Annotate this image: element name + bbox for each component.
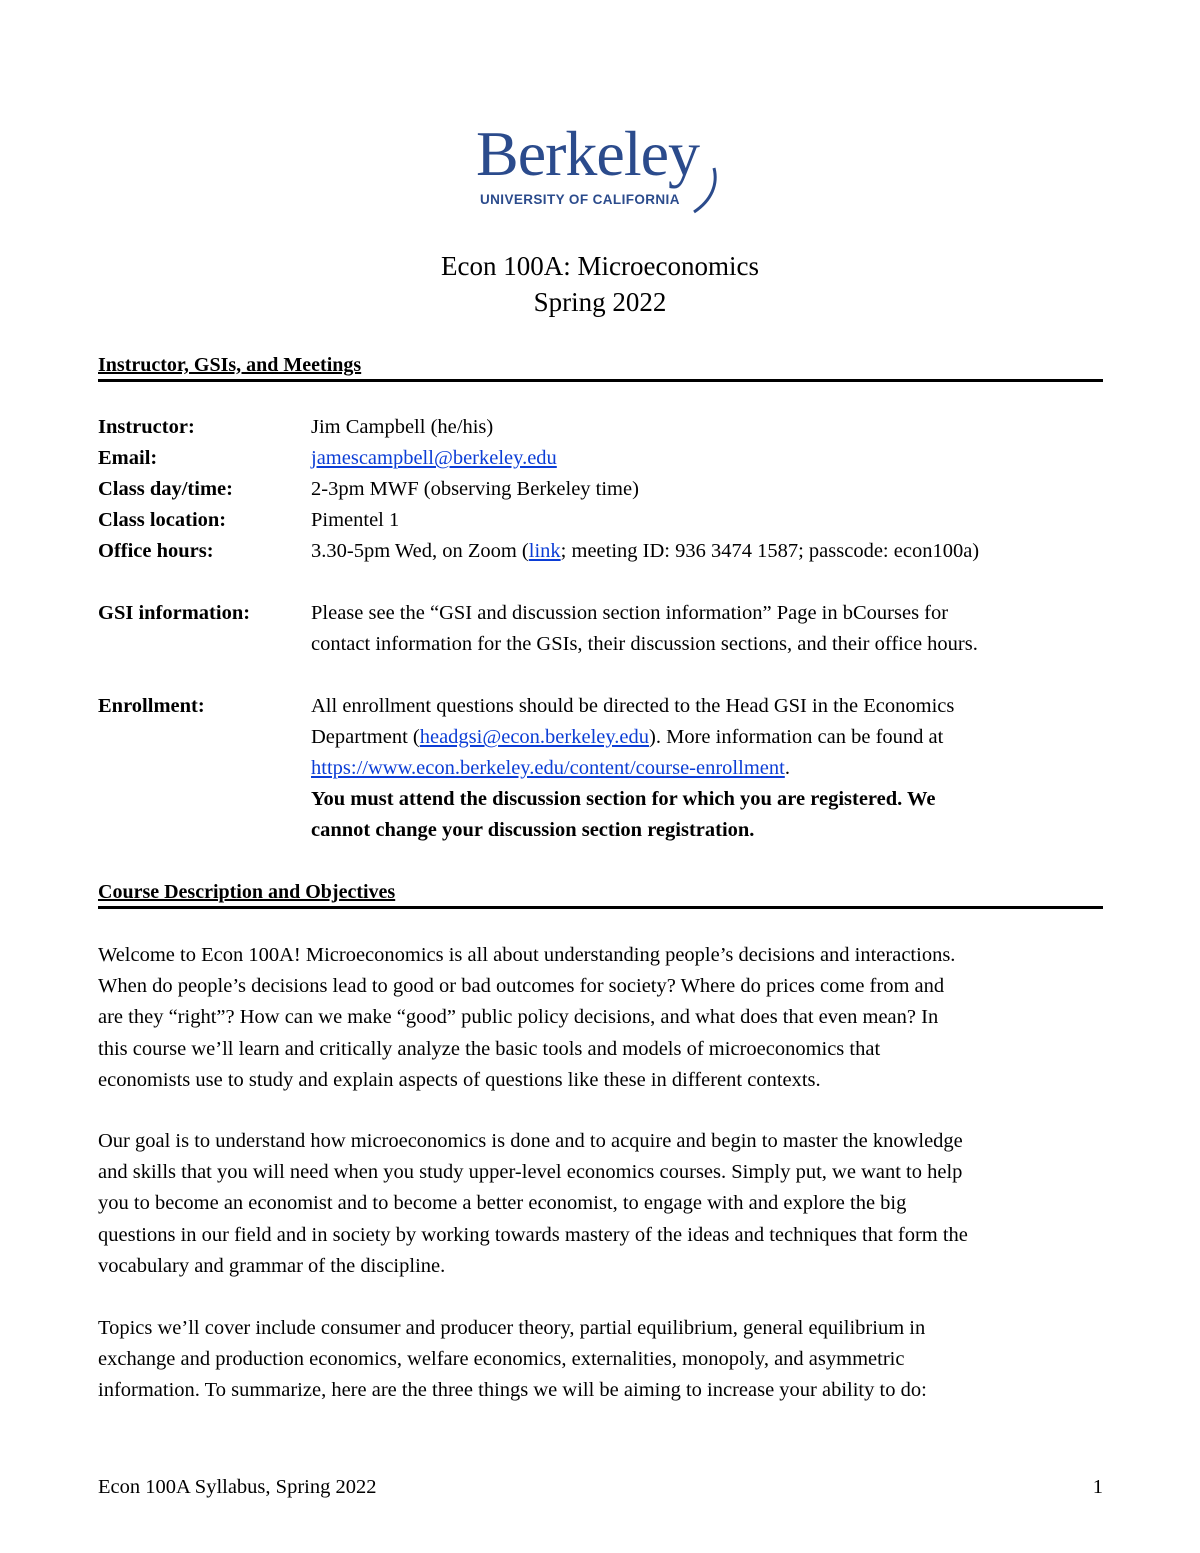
class-time-label: Class day/time: bbox=[98, 478, 233, 500]
email-link[interactable]: jamescampbell@berkeley.edu bbox=[311, 447, 557, 469]
paragraph-line: exchange and production economics, welfare economics, externalities, monopoly, and asymmetric bbox=[98, 1348, 905, 1371]
office-hours-suffix: ; meeting ID: 936 3474 1587; passcode: econ100a) bbox=[560, 540, 980, 562]
paragraph-line: Topics we’ll cover include consumer and producer theory, partial equilibrium, general equilibrium in bbox=[98, 1317, 926, 1339]
email-label: Email: bbox=[98, 447, 158, 469]
section-heading-text: Course Description and Objectives bbox=[98, 881, 396, 903]
page-footer bbox=[98, 1475, 1103, 1499]
enrollment-url-suffix: . bbox=[784, 757, 790, 779]
paragraph-line: Welcome to Econ 100A! Microeconomics is all about understanding people’s decisions and interactions. bbox=[98, 944, 956, 966]
paragraph-line: vocabulary and grammar of the discipline. bbox=[98, 1254, 446, 1277]
paragraph-line: and skills that you will need when you study upper-level economics courses. Simply put, we want to help bbox=[98, 1161, 963, 1184]
course-term: Spring 2022 bbox=[533, 287, 667, 317]
class-location-value: Pimentel 1 bbox=[311, 509, 400, 531]
gsi-info-line: Please see the “GSI and discussion section information” Page in bCourses for bbox=[311, 602, 949, 624]
enrollment-line-suffix: ). More information can be found at bbox=[649, 726, 944, 748]
page-number: 1 bbox=[1092, 1476, 1103, 1498]
paragraph-topics bbox=[98, 1313, 1108, 1407]
section-heading-instructor bbox=[98, 353, 1103, 382]
paragraph-line: economists use to study and explain aspects of questions like these in different contexts. bbox=[98, 1068, 821, 1091]
office-hours-label: Office hours: bbox=[98, 540, 214, 562]
class-location-label: Class location: bbox=[98, 509, 227, 531]
enrollment-notice: You must attend the discussion section for which you are registered. We bbox=[311, 788, 936, 810]
paragraph-goal bbox=[98, 1126, 1108, 1282]
instructor-label: Instructor: bbox=[98, 416, 195, 438]
paragraph-line: you to become an economist and to become a better economist, to engage with and explore the big bbox=[98, 1192, 907, 1215]
paragraph-welcome bbox=[98, 940, 1108, 1096]
section-heading-course-description bbox=[98, 880, 1103, 909]
paragraph-line: When do people’s decisions lead to good or bad outcomes for society? Where do prices come from and bbox=[98, 975, 945, 998]
enrollment-line: All enrollment questions should be directed to the Head GSI in the Economics bbox=[311, 695, 955, 717]
enrollment-line-prefix: Department ( bbox=[311, 726, 420, 748]
logo-wordmark: Berkeley bbox=[476, 118, 699, 189]
paragraph-line: questions in our field and in society by working towards mastery of the ideas and techniques that form the bbox=[98, 1223, 968, 1246]
paragraph-line: this course we’ll learn and critically analyze the basic tools and models of microeconomics that bbox=[98, 1037, 881, 1060]
enrollment-notice: cannot change your discussion section registration. bbox=[311, 819, 755, 841]
gsi-info-label: GSI information: bbox=[98, 602, 251, 624]
paragraph-line: Our goal is to understand how microeconomics is done and to acquire and begin to master the knowledge bbox=[98, 1130, 963, 1152]
head-gsi-email-link[interactable]: headgsi@econ.berkeley.edu bbox=[419, 726, 650, 748]
enrollment-label: Enrollment: bbox=[98, 695, 205, 717]
section-heading-text: Instructor, GSIs, and Meetings bbox=[98, 354, 362, 376]
office-hours-prefix: 3.30-5pm Wed, on Zoom ( bbox=[311, 540, 529, 562]
instructor-value: Jim Campbell (he/his) bbox=[311, 416, 494, 438]
zoom-link[interactable]: link bbox=[528, 540, 561, 562]
gsi-info-line: contact information for the GSIs, their discussion sections, and their office hours. bbox=[311, 633, 978, 655]
paragraph-line: are they “right”? How can we make “good” public policy decisions, and what does that even mean? In bbox=[98, 1006, 939, 1029]
paragraph-line: information. To summarize, here are the three things we will be aiming to increase your ability to do: bbox=[98, 1379, 927, 1402]
berkeley-logo bbox=[470, 118, 740, 214]
footer-title: Econ 100A Syllabus, Spring 2022 bbox=[98, 1476, 377, 1498]
logo-swash bbox=[656, 166, 736, 214]
class-time-value: 2-3pm MWF (observing Berkeley time) bbox=[311, 478, 639, 500]
course-enrollment-link[interactable]: https://www.econ.berkeley.edu/content/course-enrollment bbox=[311, 757, 785, 779]
logo-subtitle: UNIVERSITY OF CALIFORNIA bbox=[480, 192, 680, 207]
course-title: Econ 100A: Microeconomics bbox=[441, 251, 759, 281]
